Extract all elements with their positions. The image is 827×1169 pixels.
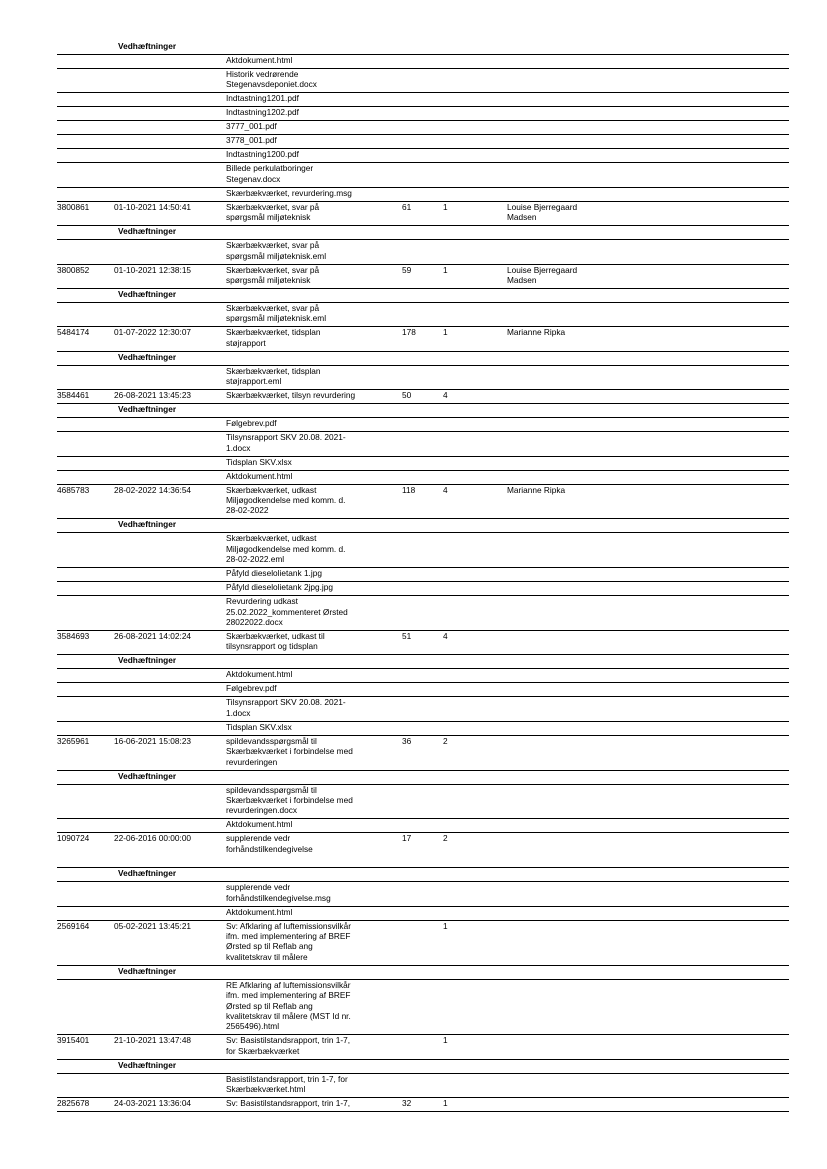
document-count: 2 — [443, 735, 448, 746]
attachment-row — [57, 457, 789, 471]
attachment-name — [226, 882, 331, 903]
attachment-row — [57, 980, 789, 1036]
attachment-row — [57, 69, 789, 93]
document-row — [57, 202, 789, 226]
attachment-name — [226, 568, 322, 578]
attachment-row — [57, 163, 789, 187]
document-id: 2825678 — [57, 1098, 90, 1109]
attachment-name-line: Stegenav.docx — [226, 173, 281, 184]
attachment-row — [57, 533, 789, 568]
document-person-line: Madsen — [507, 275, 537, 285]
attachment-name-line: Billede perkulatboringer — [226, 163, 314, 174]
document-pages: 178 — [402, 327, 416, 338]
document-row — [57, 1035, 789, 1059]
attachment-name — [226, 93, 299, 103]
attachment-row — [57, 907, 789, 921]
attachments-header-row — [57, 771, 789, 785]
document-title-line: Skærbækværket, udkast til — [226, 631, 325, 641]
attachment-name-line: RE Afklaring af luftemissionsvilkår — [226, 979, 351, 990]
attachment-name-line: 1.docx — [226, 707, 251, 718]
document-title — [226, 202, 319, 223]
attachment-name — [226, 1074, 348, 1095]
attachments-header-row — [57, 226, 789, 240]
document-pages: 59 — [402, 264, 412, 275]
document-row — [57, 327, 789, 351]
attachment-name-line: spildevandsspørgsmål til — [226, 784, 317, 795]
document-date: 28-02-2022 14:36:54 — [114, 484, 192, 495]
document-person — [507, 202, 577, 223]
document-id: 3584461 — [57, 390, 90, 401]
attachment-name-line: Tidsplan SKV.xlsx — [226, 456, 292, 467]
attachment-name-line: 25.02.2022_kommenteret Ørsted — [226, 606, 348, 617]
attachment-name — [226, 907, 292, 917]
attachment-row — [57, 882, 789, 906]
document-count: 1 — [443, 1098, 448, 1109]
document-count: 1 — [443, 201, 448, 212]
document-id: 3265961 — [57, 735, 90, 746]
attachments-header-label: Vedhæftninger — [118, 655, 177, 666]
document-title-line: ifm. med implementering af BREF — [226, 931, 351, 941]
attachments-header-label: Vedhæftninger — [118, 41, 177, 51]
attachment-name-line: 2565496).html — [226, 1021, 280, 1032]
document-date: 01-10-2021 12:38:15 — [114, 264, 192, 275]
document-row — [57, 631, 789, 655]
document-count: 4 — [443, 484, 448, 495]
document-date: 01-10-2021 14:50:41 — [114, 201, 192, 212]
document-id: 2569164 — [57, 920, 90, 931]
attachment-name-line: Basistilstandsrapport, trin 1-7, for — [226, 1073, 348, 1084]
attachment-name — [226, 432, 346, 453]
document-title-line: spørgsmål miljøteknisk — [226, 212, 311, 223]
document-count: 1 — [443, 264, 448, 275]
document-title-line: Skærbækværket, tilsyn revurdering — [226, 390, 356, 401]
attachments-header-label: Vedhæftninger — [118, 965, 177, 976]
document-title-line: Skærbækværket, udkast — [226, 484, 317, 495]
attachment-name-line: spørgsmål miljøteknisk.eml — [226, 313, 327, 324]
document-row — [57, 833, 789, 868]
document-count: 1 — [443, 1035, 448, 1046]
attachments-header-label: Vedhæftninger — [118, 1059, 177, 1070]
document-id: 1090724 — [57, 833, 90, 844]
document-row — [57, 265, 789, 289]
attachment-name-line: 3778_001.pdf — [226, 135, 277, 146]
document-title-line: spildevandsspørgsmål til — [226, 735, 317, 746]
document-person-line: Marianne Ripka — [507, 327, 566, 338]
attachment-name-line: Følgebrev.pdf — [226, 418, 277, 429]
attachments-header-label: Vedhæftninger — [118, 404, 177, 415]
document-pages: 17 — [402, 833, 412, 844]
document-row — [57, 1098, 789, 1112]
attachment-row — [57, 722, 789, 736]
attachments-header-label: Vedhæftninger — [118, 868, 177, 879]
document-title-line: Skærbækværket i forbindelse med — [226, 746, 353, 757]
attachment-name — [226, 669, 292, 679]
document-row — [57, 921, 789, 966]
attachment-name — [226, 163, 313, 184]
attachment-name — [226, 457, 292, 467]
document-title-line: forhåndstilkendegivelse — [226, 843, 313, 854]
document-count: 2 — [443, 833, 448, 844]
attachment-name — [226, 107, 299, 117]
document-date: 22-06-2016 00:00:00 — [114, 833, 192, 844]
document-title-line: Skærbækværket, svar på — [226, 201, 320, 212]
attachment-name-line: Tidsplan SKV.xlsx — [226, 721, 292, 732]
attachment-name-line: støjrapport.eml — [226, 376, 282, 387]
attachment-row — [57, 135, 789, 149]
document-id: 3800852 — [57, 264, 90, 275]
attachments-header-label: Vedhæftninger — [118, 519, 177, 530]
attachment-row — [57, 149, 789, 163]
attachments-header-label: Vedhæftninger — [118, 289, 177, 299]
attachments-header-row — [57, 404, 789, 418]
attachment-row — [57, 107, 789, 121]
document-title-line: supplerende vedr — [226, 833, 291, 844]
attachment-name — [226, 303, 326, 324]
attachment-name — [226, 188, 352, 198]
attachment-name-line: Aktdokument.html — [226, 906, 293, 917]
document-pages: 36 — [402, 735, 412, 746]
document-id: 3800861 — [57, 201, 90, 212]
attachment-name — [226, 55, 292, 65]
document-title-line: 28-02-2022 — [226, 505, 269, 516]
document-pages: 118 — [402, 484, 416, 495]
attachment-name — [226, 366, 321, 387]
document-count: 4 — [443, 631, 448, 641]
document-title — [226, 736, 353, 767]
document-title-line: Sv: Afklaring af luftemissionsvilkår — [226, 920, 351, 931]
document-person-line: Madsen — [507, 212, 537, 223]
document-title-line: Sv: Basistilstandsrapport, trin 1-7, — [226, 1035, 351, 1046]
attachment-name — [226, 980, 351, 1032]
attachment-name-line: Følgebrev.pdf — [226, 683, 277, 694]
document-title-line: revurderingen — [226, 756, 278, 767]
attachment-row — [57, 683, 789, 697]
attachment-name — [226, 149, 299, 159]
attachment-row — [57, 697, 789, 721]
attachment-name-line: 1.docx — [226, 442, 251, 453]
document-pages: 61 — [402, 201, 412, 212]
attachment-row — [57, 669, 789, 683]
attachment-name — [226, 683, 277, 693]
attachment-name-line: Indtastning1201.pdf — [226, 93, 299, 104]
attachment-name — [226, 135, 277, 145]
document-person — [507, 485, 565, 495]
attachments-header-row — [57, 519, 789, 533]
attachment-name-line: 3777_001.pdf — [226, 121, 277, 132]
document-id: 3584693 — [57, 631, 90, 641]
attachment-name — [226, 471, 292, 481]
document-person-line: Louise Bjerregaard — [507, 201, 578, 212]
document-row — [57, 390, 789, 404]
document-title-line: Skærbækværket, svar på — [226, 264, 320, 275]
attachment-name-line: Revurdering udkast — [226, 596, 298, 607]
document-title-line: Sv: Basistilstandsrapport, trin 1-7, — [226, 1098, 351, 1109]
attachment-name — [226, 240, 326, 261]
attachment-name-line: Ørsted sp til Reflab ang — [226, 1000, 313, 1011]
attachments-header-row — [57, 1060, 789, 1074]
document-person-line: Louise Bjerregaard — [507, 264, 578, 275]
document-id: 5484174 — [57, 327, 90, 338]
document-title-line: støjrapport — [226, 337, 266, 348]
attachment-name-line: Påfyld dieselolietank 1.jpg — [226, 568, 322, 579]
attachment-name-line: Skærbækværket.html — [226, 1084, 306, 1095]
attachment-name — [226, 785, 353, 816]
document-title — [226, 1098, 350, 1108]
attachment-row — [57, 418, 789, 432]
document-person — [507, 327, 565, 337]
document-title — [226, 390, 355, 400]
attachment-name-line: Skærbækværket, udkast — [226, 533, 317, 544]
attachment-row — [57, 1074, 789, 1098]
attachment-row — [57, 471, 789, 485]
attachment-row — [57, 55, 789, 69]
attachment-row — [57, 93, 789, 107]
attachment-name-line: Miljøgodkendelse med komm. d. — [226, 543, 346, 554]
attachment-name — [226, 582, 333, 592]
document-title-line: Miljøgodkendelse med komm. d. — [226, 495, 346, 505]
attachment-name — [226, 697, 346, 718]
attachments-header-row — [57, 41, 789, 55]
attachment-row — [57, 240, 789, 264]
document-person — [507, 265, 577, 286]
attachment-name-line: Indtastning1202.pdf — [226, 107, 299, 118]
attachment-name-line: Aktdokument.html — [226, 55, 293, 65]
document-title — [226, 485, 345, 516]
document-pages: 51 — [402, 631, 412, 641]
document-person-line: Marianne Ripka — [507, 484, 566, 495]
document-date: 26-08-2021 13:45:23 — [114, 390, 192, 401]
attachment-name — [226, 533, 345, 564]
attachment-name-line: Aktdokument.html — [226, 669, 293, 680]
attachment-name — [226, 121, 277, 131]
attachment-name — [226, 69, 317, 90]
attachment-row — [57, 303, 789, 327]
attachment-row — [57, 188, 789, 202]
attachments-header-label: Vedhæftninger — [118, 226, 177, 237]
document-title-line: kvalitetskrav til målere — [226, 951, 308, 962]
attachment-name — [226, 596, 348, 627]
attachment-name-line: Stegenavsdeponiet.docx — [226, 79, 317, 90]
document-title-line: for Skærbækværket — [226, 1045, 300, 1056]
document-row — [57, 485, 789, 520]
attachment-name-line: Skærbækværket, tidsplan — [226, 365, 321, 376]
attachment-name-line: Indtastning1200.pdf — [226, 149, 299, 160]
document-title-line: spørgsmål miljøteknisk — [226, 275, 311, 285]
document-title — [226, 921, 351, 963]
document-title — [226, 1035, 350, 1056]
document-row — [57, 736, 789, 771]
attachments-header-label: Vedhæftninger — [118, 770, 177, 781]
attachment-name-line: Aktdokument.html — [226, 470, 293, 481]
attachments-header-row — [57, 966, 789, 980]
attachment-name-line: 28022022.docx — [226, 617, 283, 627]
document-title — [226, 833, 313, 854]
attachments-header-row — [57, 868, 789, 882]
document-title-line: Ørsted sp til Reflab ang — [226, 941, 313, 952]
attachment-name-line: kvalitetskrav til målere (MST Id nr. — [226, 1011, 351, 1022]
document-id: 3915401 — [57, 1035, 90, 1046]
document-id: 4685783 — [57, 484, 90, 495]
attachment-name-line: Skærbækværket i forbindelse med — [226, 795, 353, 805]
attachment-name-line: Tilsynsrapport SKV 20.08. 2021- — [226, 697, 346, 708]
attachment-name-line: Påfyld dieselolietank 2jpg.jpg — [226, 582, 334, 593]
attachment-name-line: ifm. med implementering af BREF — [226, 990, 351, 1001]
attachment-name-line: revurderingen.docx — [226, 805, 298, 816]
document-date: 21-10-2021 13:47:48 — [114, 1035, 192, 1046]
attachments-header-row — [57, 352, 789, 366]
attachment-row — [57, 121, 789, 135]
document-date: 16-06-2021 15:08:23 — [114, 735, 192, 746]
document-date: 26-08-2021 14:02:24 — [114, 631, 192, 641]
attachment-name — [226, 819, 292, 829]
attachment-name-line: Skærbækværket, svar på — [226, 303, 320, 313]
attachment-row — [57, 785, 789, 820]
document-title — [226, 265, 319, 286]
attachment-name-line: Historik vedrørende — [226, 69, 299, 79]
attachments-header-row — [57, 655, 789, 669]
document-title — [226, 327, 321, 348]
attachment-name-line: forhåndstilkendegivelse.msg — [226, 892, 331, 903]
attachment-name-line: 28-02-2022.eml — [226, 554, 285, 565]
document-title-line: Skærbækværket, tidsplan — [226, 327, 321, 338]
document-count: 4 — [443, 390, 448, 401]
document-title — [226, 631, 325, 652]
attachment-name — [226, 418, 277, 428]
attachment-name-line: Aktdokument.html — [226, 819, 293, 830]
attachment-name-line: Skærbækværket, svar på — [226, 240, 320, 251]
attachment-row — [57, 432, 789, 456]
attachment-name — [226, 722, 292, 732]
attachment-name-line: supplerende vedr — [226, 882, 291, 893]
attachment-row — [57, 568, 789, 582]
attachment-row — [57, 819, 789, 833]
attachment-name-line: Tilsynsrapport SKV 20.08. 2021- — [226, 432, 346, 443]
document-count: 1 — [443, 327, 448, 338]
document-date: 05-02-2021 13:45:21 — [114, 920, 192, 931]
document-pages: 32 — [402, 1098, 412, 1109]
attachment-row — [57, 582, 789, 596]
attachments-header-row — [57, 289, 789, 303]
document-count: 1 — [443, 920, 448, 931]
attachment-name-line: spørgsmål miljøteknisk.eml — [226, 250, 327, 261]
attachment-name-line: Skærbækværket, revurdering.msg — [226, 187, 352, 198]
attachment-row — [57, 366, 789, 390]
document-date: 01-07-2022 12:30:07 — [114, 327, 192, 338]
document-title-line: tilsynsrapport og tidsplan — [226, 641, 318, 652]
attachment-row — [57, 596, 789, 631]
document-pages: 50 — [402, 390, 412, 401]
document-date: 24-03-2021 13:36:04 — [114, 1098, 192, 1109]
attachments-header-label: Vedhæftninger — [118, 351, 177, 362]
